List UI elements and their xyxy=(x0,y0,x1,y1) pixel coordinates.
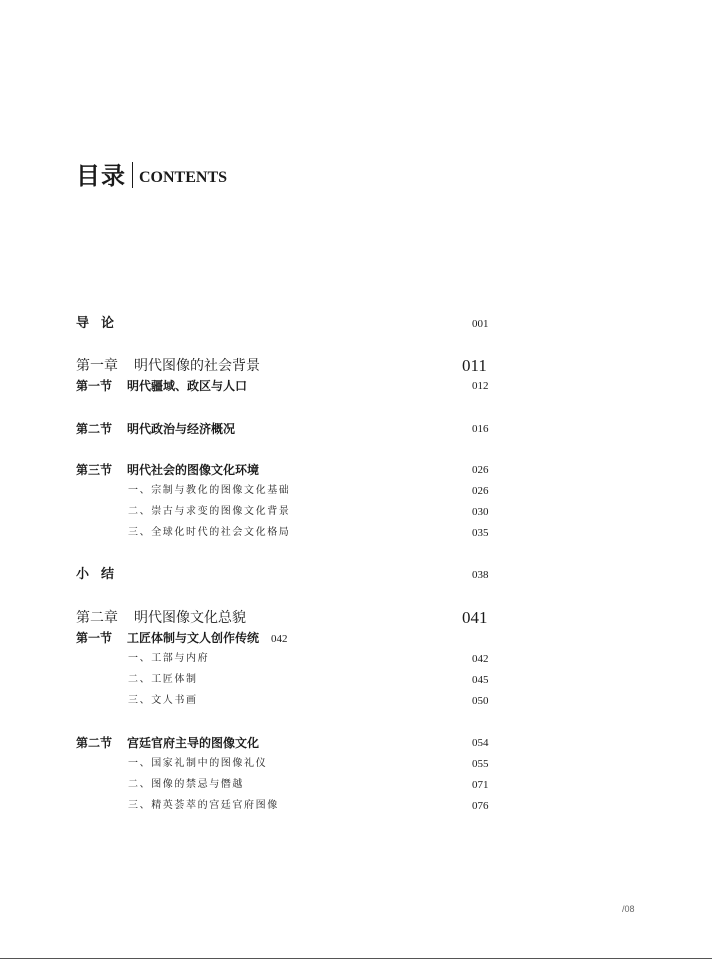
toc-section-1-3[interactable] xyxy=(0,461,712,479)
subentry-page: 030 xyxy=(472,506,489,518)
toc-subentry[interactable] xyxy=(0,755,712,773)
subentry-label: 一、国家礼制中的图像礼仪 xyxy=(128,758,268,769)
title-divider xyxy=(132,162,133,188)
toc-header xyxy=(76,160,227,190)
chapter-title: 明代图像的社会背景 xyxy=(134,358,260,374)
subentry-page: 071 xyxy=(472,779,489,791)
toc-subentry[interactable] xyxy=(0,671,712,689)
section-page: 016 xyxy=(472,423,489,435)
toc-title-english: CONTENTS xyxy=(139,169,228,186)
bottom-divider xyxy=(0,958,712,959)
subentry-page: 055 xyxy=(472,758,489,770)
section-title: 明代政治与经济概况 xyxy=(127,422,236,436)
toc-subentry[interactable] xyxy=(0,797,712,815)
subentry-label: 三、全球化时代的社会文化格局 xyxy=(128,527,291,538)
chapter-number: 第二章 xyxy=(76,610,118,626)
subentry-label: 二、图像的禁忌与僭越 xyxy=(128,779,244,790)
toc-subentry[interactable] xyxy=(0,524,712,542)
section-title: 明代疆域、政区与人口 xyxy=(127,379,248,393)
toc-subentry[interactable] xyxy=(0,482,712,500)
toc-entry-page: 001 xyxy=(472,318,489,330)
toc-entry-intro[interactable] xyxy=(0,315,712,333)
subentry-label: 三、精英荟萃的宫廷官府图像 xyxy=(128,800,279,811)
subentry-page: 026 xyxy=(472,485,489,497)
section-page: 012 xyxy=(472,380,489,392)
subentry-page: 035 xyxy=(472,527,489,539)
subentry-label: 一、宗制与教化的图像文化基础 xyxy=(128,485,291,496)
toc-section-1-1[interactable] xyxy=(0,377,712,395)
toc-section-2-1[interactable] xyxy=(0,629,712,647)
section-title: 工匠体制与文人创作传统 xyxy=(127,631,260,645)
section-number: 第二节 xyxy=(76,736,113,750)
chapter-number: 第一章 xyxy=(76,358,118,374)
section-page: 042 xyxy=(271,633,288,645)
subentry-label: 三、文人书画 xyxy=(128,695,198,706)
toc-subentry[interactable] xyxy=(0,503,712,521)
subentry-page: 050 xyxy=(472,695,489,707)
section-number: 第二节 xyxy=(76,422,113,436)
page-number: /08 xyxy=(622,904,635,914)
toc-chapter-1[interactable] xyxy=(0,357,712,375)
toc-entry-label: 导论 xyxy=(76,316,127,331)
toc-subentry[interactable] xyxy=(0,650,712,668)
toc-subentry[interactable] xyxy=(0,776,712,794)
toc-entry-summary[interactable] xyxy=(0,566,712,584)
toc-section-1-2[interactable] xyxy=(0,420,712,438)
toc-title-chinese: 目录 xyxy=(76,161,126,190)
section-title: 明代社会的图像文化环境 xyxy=(127,463,260,477)
toc-subentry[interactable] xyxy=(0,692,712,710)
section-number: 第一节 xyxy=(76,379,113,393)
subentry-page: 042 xyxy=(472,653,489,665)
toc-entry-page: 038 xyxy=(472,569,489,581)
subentry-label: 二、崇古与求变的图像文化背景 xyxy=(128,506,291,517)
section-number: 第一节 xyxy=(76,631,113,645)
subentry-page: 045 xyxy=(472,674,489,686)
toc-entry-label: 小结 xyxy=(76,567,127,582)
section-page: 054 xyxy=(472,737,489,749)
section-title: 宫廷官府主导的图像文化 xyxy=(127,736,260,750)
subentry-page: 076 xyxy=(472,800,489,812)
chapter-page: 041 xyxy=(462,608,488,627)
subentry-label: 二、工匠体制 xyxy=(128,674,198,685)
subentry-label: 一、工部与内府 xyxy=(128,653,210,664)
toc-section-2-2[interactable] xyxy=(0,734,712,752)
section-page: 026 xyxy=(472,464,489,476)
chapter-title: 明代图像文化总貌 xyxy=(134,610,246,626)
section-number: 第三节 xyxy=(76,463,113,477)
toc-chapter-2[interactable] xyxy=(0,609,712,627)
chapter-page: 011 xyxy=(462,356,487,375)
